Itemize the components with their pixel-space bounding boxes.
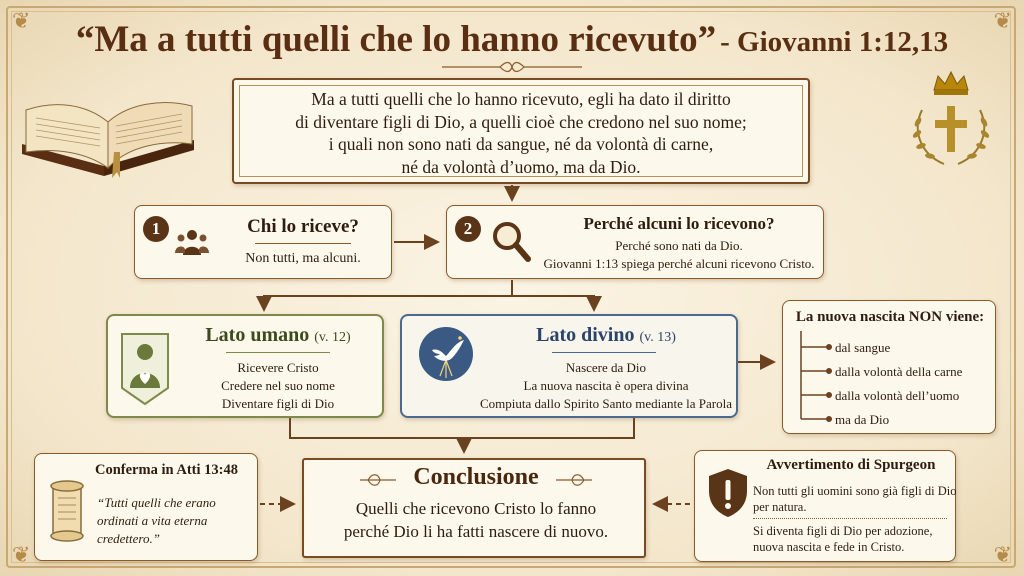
conclusion-heading: Conclusione	[413, 464, 539, 490]
warning-line: nuova nascita e fede in Cristo.	[753, 540, 905, 554]
corner-ornament-icon: ❦	[12, 8, 31, 33]
human-ref: (v. 12)	[314, 330, 351, 345]
divine-line: Compiuta dallo Spirito Santo mediante la Parola	[480, 396, 733, 411]
title-divider-ornament	[440, 61, 584, 73]
divider	[552, 352, 656, 353]
corner-ornament-icon: ❦	[993, 542, 1012, 567]
divine-ref: (v. 13)	[639, 330, 676, 345]
verse-line: né da volontà d’uomo, ma da Dio.	[401, 156, 641, 177]
step-number-badge: 1	[143, 216, 169, 242]
divider	[753, 518, 947, 519]
step2-box	[446, 205, 824, 279]
warning-line: Si diventa figli di Dio per adozione,	[753, 524, 933, 538]
human-line: Credere nel suo nome	[221, 378, 335, 393]
open-bible-icon	[16, 82, 202, 180]
new-birth-item: dal sangue	[835, 340, 891, 355]
acts-quote-line: credettero.”	[97, 531, 160, 546]
magnifier-icon	[491, 220, 531, 262]
conclusion-line: Quelli che ricevono Cristo lo fanno	[355, 499, 597, 518]
verse-box	[232, 78, 810, 184]
step1-heading: Chi lo riceve?	[247, 216, 359, 237]
verse-line: i quali non sono nati da sangue, né da volontà di carne,	[328, 134, 714, 154]
warning-line: Non tutti gli uomini sono già figli di Dio	[753, 484, 957, 498]
conclusion-box	[302, 458, 646, 558]
step1-box	[134, 205, 392, 279]
corner-ornament-icon: ❦	[12, 542, 31, 567]
people-icon	[175, 228, 209, 256]
warning-line: per natura.	[753, 500, 807, 514]
step-number-badge: 2	[455, 216, 481, 242]
acts-quote-line: “Tutti quelli che erano	[97, 495, 216, 510]
acts-heading: Conferma in Atti 13:48	[95, 462, 238, 478]
new-birth-item: ma da Dio	[835, 412, 890, 427]
human-line: Diventare figli di Dio	[221, 396, 335, 411]
scroll-icon	[45, 480, 89, 542]
new-birth-item: dalla volontà dell’uomo	[835, 388, 960, 403]
divine-side-box	[400, 314, 738, 418]
verse-line: di diventare figli di Dio, a quelli cioè che credono nel suo nome;	[295, 111, 747, 132]
page-title	[0, 18, 1024, 61]
warning-box	[694, 450, 956, 562]
title-main: “Ma a tutti quelli che lo hanno ricevuto”	[75, 19, 717, 60]
divine-line: La nuova nascita è opera divina	[523, 378, 689, 393]
divine-line: Nascere da Dio	[565, 360, 647, 375]
shield-warning-icon	[707, 467, 749, 519]
acts-box	[34, 453, 258, 561]
divine-heading: Lato divino (v. 13)	[536, 324, 676, 346]
title-reference: - Giovanni 1:12,13	[720, 26, 949, 58]
divider	[255, 243, 351, 244]
person-heart-icon	[118, 330, 172, 406]
warning-heading: Avvertimento di Spurgeon	[766, 457, 936, 473]
crown-cross-wreath-icon	[904, 70, 998, 170]
conclusion-line: perché Dio li ha fatti nascere di nuovo.	[343, 522, 609, 541]
human-line: Ricevere Cristo	[237, 360, 319, 375]
human-side-box	[106, 314, 384, 418]
divider	[226, 352, 330, 353]
step1-body: Non tutti, ma alcuni.	[245, 251, 361, 266]
step2-line: Giovanni 1:13 spiega perché alcuni ricevono Cristo.	[543, 256, 815, 271]
verse-line: Ma a tutti quelli che lo hanno ricevuto, egli ha dato il diritto	[311, 89, 731, 109]
new-birth-box	[782, 300, 996, 434]
human-heading: Lato umano (v. 12)	[205, 324, 351, 346]
corner-ornament-icon: ❦	[993, 8, 1012, 33]
new-birth-item: dalla volontà della carne	[835, 364, 963, 379]
tree-connector	[797, 331, 837, 427]
new-birth-heading: La nuova nascita NON viene:	[795, 309, 985, 325]
dove-icon	[418, 326, 474, 382]
step2-line: Perché sono nati da Dio.	[615, 238, 743, 253]
step2-heading: Perché alcuni lo ricevono?	[583, 214, 775, 233]
acts-quote-line: ordinati a vita eterna	[97, 513, 208, 528]
